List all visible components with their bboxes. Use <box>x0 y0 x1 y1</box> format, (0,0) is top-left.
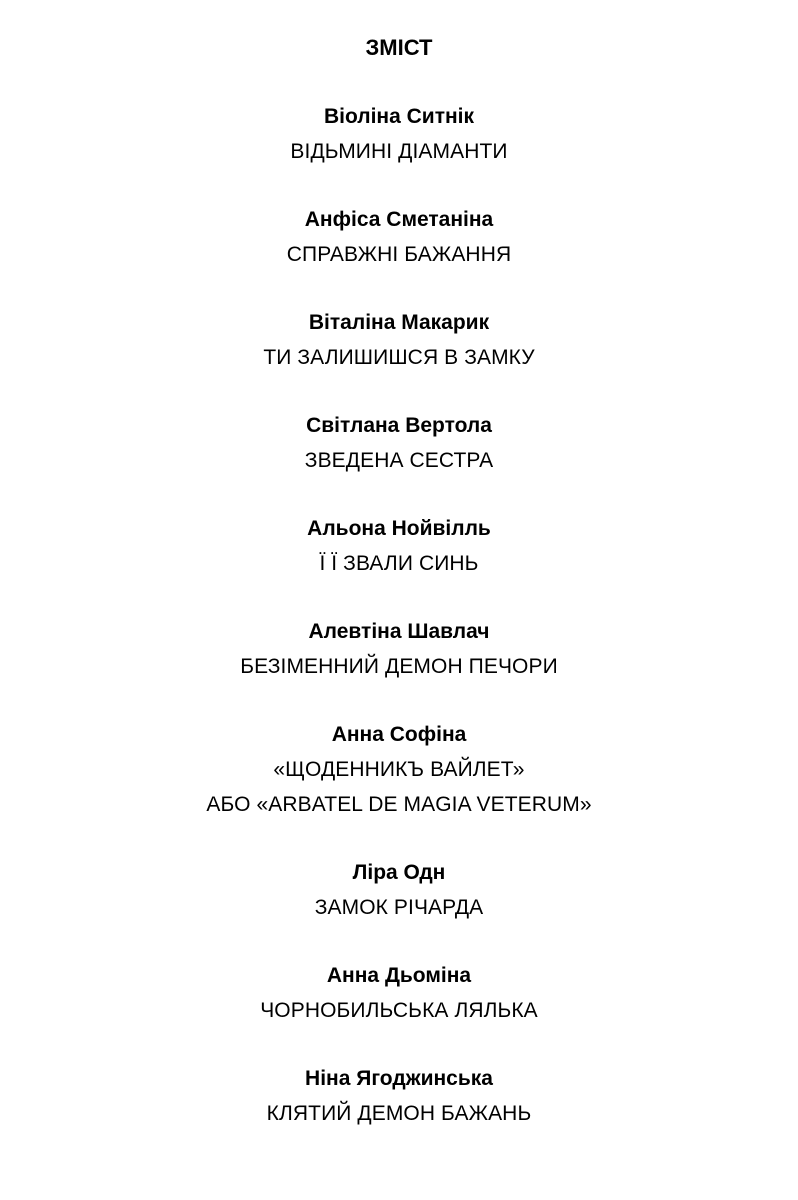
entry-author: Ліра Одн <box>352 861 446 884</box>
entry-title: БЕЗІМЕННИЙ ДЕМОН ПЕЧОРИ <box>240 655 558 678</box>
entry-author: Анна Софіна <box>331 723 467 746</box>
toc-entry <box>0 959 798 1028</box>
toc-entry <box>0 203 798 272</box>
entry-author: Алевтіна Шавлач <box>308 620 490 643</box>
entry-title: ТИ ЗАЛИШИШСЯ В ЗАМКУ <box>263 346 535 369</box>
entry-title: Ї Ї ЗВАЛИ СИНЬ <box>319 552 479 575</box>
toc-entry <box>0 306 798 375</box>
toc-entry <box>0 100 798 169</box>
toc-entry <box>0 1062 798 1131</box>
entry-author: Світлана Вертола <box>306 414 492 437</box>
toc-entry <box>0 718 798 822</box>
entry-title: ЗАМОК РІЧАРДА <box>314 896 484 919</box>
entry-title-line-2: АБО «ARBATEL DE MAGIA VETERUM» <box>206 793 592 816</box>
toc-entry <box>0 409 798 478</box>
entry-title: КЛЯТИЙ ДЕМОН БАЖАНЬ <box>266 1102 532 1125</box>
entry-title: ВІДЬМИНІ ДІАМАНТИ <box>290 140 508 163</box>
entry-author: Анфіса Сметаніна <box>304 208 494 231</box>
entry-author: Віоліна Ситнік <box>323 105 475 128</box>
entry-author: Альона Нойвілль <box>307 517 491 540</box>
toc-entry <box>0 615 798 684</box>
entry-author: Віталіна Макарик <box>308 311 490 334</box>
toc-entry <box>0 512 798 581</box>
toc-entry <box>0 856 798 925</box>
toc-heading: ЗМІСТ <box>365 35 433 60</box>
entry-title: СПРАВЖНІ БАЖАННЯ <box>286 243 512 266</box>
entry-title: ЧОРНОБИЛЬСЬКА ЛЯЛЬКА <box>260 999 538 1022</box>
entry-author: Ніна Ягоджинська <box>305 1067 493 1090</box>
toc-list <box>0 100 798 1165</box>
entry-title: «ЩОДЕННИКЪ ВАЙЛЕТ» <box>273 758 525 781</box>
entry-author: Анна Дьоміна <box>326 964 472 987</box>
entry-title: ЗВЕДЕНА СЕСТРА <box>304 449 494 472</box>
